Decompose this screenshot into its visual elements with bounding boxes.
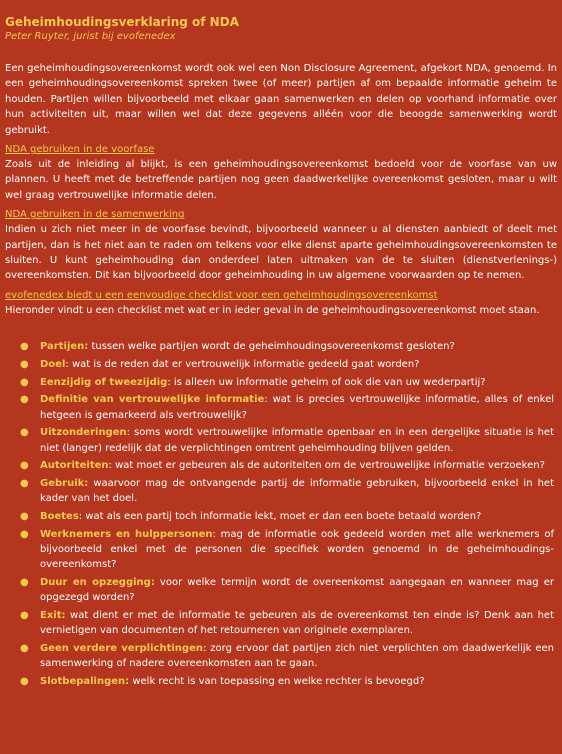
bullet-icon: ● (20, 376, 29, 388)
item-term: Boetes (40, 510, 79, 522)
bullet-icon: ● (20, 609, 29, 621)
section-voorfase (5, 142, 557, 203)
section-text: Indien u zich niet meer in de voorfase bevindt, bijvoorbeeld wanneer u al diensten aanbiedt of deelt met partijen, dan is het niet aan te raden om telkens voor elke dienst aparte geheimhoudingsovereenkomsten te sluiten. U kunt geheimhouding dan onderdeel laten uitmaken van de te sluiten (dienstverlenings-) overeenkomsten. Dit kan bijvoorbeeld door geheimhouding in uw algemene voorwaarden op te nemen. (5, 224, 557, 282)
item-term: Werknemers en hulppersonen (40, 528, 213, 540)
item-description: : zorg ervoor dat partijen zich niet verplichten om daadwerkelijk een samenwerking of nadere overeenkomsten aan te gaan. (40, 642, 555, 670)
item-description: voor welke termijn wordt de overeenkomst aangegaan en wanneer mag er opgezegd worden? (40, 576, 555, 604)
checklist (5, 339, 557, 689)
section-heading: evofenedex biedt u een eenvoudige checklist voor een geheimhoudingsovereenkomst (5, 289, 438, 301)
checklist-item (5, 425, 557, 456)
checklist-item (5, 608, 557, 639)
item-term: Doel (40, 358, 66, 370)
item-description: : is alleen uw informatie geheim of ook die van uw wederpartij? (167, 376, 486, 388)
bullet-icon: ● (20, 528, 29, 540)
intro-paragraph: Een geheimhoudingsovereenkomst wordt ook wel een Non Disclosure Agreement, afgekort NDA, genoemd. In een geheimhoudingsovereenkomst spreken twee (of meer) partijen af om bepaalde informatie geheim te houden. Partijen willen bijvoorbeeld met elkaar gaan samenwerken en delen op voorhand informatie over hun activiteiten uit, maar willen wel dat deze gegevens alléén voor die beoogde samenwerking wordt gebruikt. (5, 63, 557, 136)
section-text: Zoals uit de inleiding al blijkt, is een geheimhoudingsovereenkomst bedoeld voor de voorfase van uw plannen. U heeft met de betreffende partijen nog geen daadwerkelijke overeenkomst gesloten, maar u wilt wel graag vertrouwelijke informatie delen. (5, 159, 557, 201)
item-term: Definitie van vertrouwelijke informatie (40, 394, 265, 406)
bullet-icon: ● (20, 576, 29, 588)
item-term: Autoriteiten (40, 460, 109, 472)
section-heading: NDA gebruiken in de voorfase (5, 144, 155, 156)
item-description: : wat is precies vertrouwelijke informatie, alles of enkel hetgeen is gemarkeerd als vertrouwelijk? (40, 394, 554, 421)
item-description: waarvoor mag de ontvangende partij de informatie gebruiken, bijvoorbeeld enkel in het kader van het doel. (40, 478, 554, 505)
checklist-item (5, 357, 557, 372)
checklist-item (5, 458, 557, 473)
bullet-icon: ● (20, 642, 29, 654)
bullet-icon: ● (20, 478, 29, 489)
section-checklist-intro (5, 288, 557, 318)
section-samenwerking (5, 207, 557, 284)
item-term: Exit: (40, 609, 66, 621)
item-term: Duur en opzegging: (40, 576, 155, 588)
item-description: : mag de informatie ook gedeeld worden met alle werknemers of bijvoorbeeld enkel met de personen die specifiek worden genoemd in de geheimhoudingsovereenkomst? (40, 528, 554, 571)
checklist-item (5, 641, 557, 672)
bullet-icon: ● (20, 675, 29, 687)
section-heading: NDA gebruiken in de samenwerking (5, 209, 185, 221)
checklist-item (5, 392, 557, 423)
bullet-icon: ● (20, 427, 29, 439)
checklist-item (5, 575, 557, 606)
item-description: : wat moet er gebeuren als de autoriteiten om de vertrouwelijke informatie verzoeken? (108, 460, 545, 472)
item-term: Gebruik: (40, 478, 89, 489)
item-description: : wat als een partij toch informatie lekt, moet er dan een boete betaald worden? (78, 510, 482, 522)
bullet-icon: ● (20, 460, 29, 472)
item-description: tussen welke partijen wordt de geheimhoudingsovereenkomst gesloten? (88, 341, 455, 353)
checklist-item (5, 375, 557, 390)
bullet-icon: ● (20, 394, 29, 406)
checklist-item (5, 527, 557, 573)
item-term: Eenzijdig of tweezijdig (40, 376, 168, 388)
item-term: Partijen: (40, 341, 89, 353)
bullet-icon: ● (20, 358, 29, 370)
checklist-item (5, 339, 557, 354)
bullet-icon: ● (20, 510, 29, 522)
item-description: welk recht is van toepassing en welke rechter is bevoegd? (129, 675, 425, 687)
page-title: Geheimhoudingsverklaring of NDA (5, 15, 239, 29)
bullet-icon: ● (20, 341, 29, 353)
item-description: wat dient er met de informatie te gebeuren als de overeenkomst ten einde is? Denk aan het vernietigen van documenten of het retourneren van originele exemplaren. (40, 609, 554, 637)
item-description: : wat is de reden dat er vertrouwelijk informatie gedeeld gaat worden? (65, 358, 420, 370)
item-description: : soms wordt vertrouwelijke informatie openbaar en in een dergelijke situatie is het niet (langer) redelijk dat de verplichtingen omtrent geheimhouding blijven gelden. (40, 427, 554, 454)
author-line: Peter Ruyter, jurist bij evofenedex (5, 31, 176, 42)
checklist-item (5, 476, 557, 507)
item-term: Geen verdere verplichtingen (40, 642, 203, 654)
checklist-item (5, 674, 557, 689)
item-term: Uitzonderingen (40, 427, 127, 439)
section-text: Hieronder vindt u een checklist met wat er in ieder geval in de geheimhoudingsovereenkomst moet staan. (5, 304, 540, 316)
checklist-item (5, 509, 557, 524)
item-term: Slotbepalingen: (40, 675, 130, 687)
